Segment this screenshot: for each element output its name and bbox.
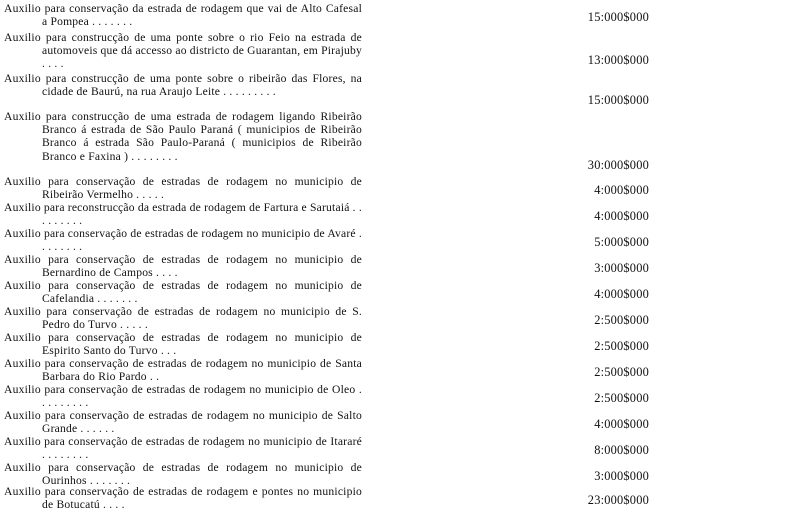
- entry-description: Auxilio para conservação de estradas de rodagem no municipio de Ribeirão Vermelho . . . . .: [4, 175, 362, 202]
- entry-description: Auxilio para construcção de uma estrada de rodagem ligando Ribeirão Branco á estrada de São Paulo Paraná ( municipios de Ribeirão Branco á estrada São Paulo-Paraná ( municipios de Ribeirão Branco e Faxina ) . . . . . . . .: [4, 110, 362, 163]
- entry-amount: 30:000$000: [587, 158, 649, 172]
- entry-description: Auxilio para conservação de estradas de rodagem no municipio de Espirito Santo do Turvo . . .: [4, 331, 362, 358]
- entry-amount: 2:500$000: [594, 313, 649, 327]
- entry-amount: 4:000$000: [594, 209, 649, 223]
- entry-amount: 2:500$000: [594, 391, 649, 405]
- entry-amount: 4:000$000: [594, 183, 649, 197]
- entry-description: Auxilio para construcção de uma ponte sobre o ribeirão das Flores, na cidade de Baurú, na rua Araujo Leite . . . . . . . . .: [4, 72, 362, 99]
- entry-description: Auxilio para conservação de estradas de rodagem no municipio de Salto Grande . . . . . .: [4, 409, 362, 436]
- entry-description: Auxilio para conservação de estradas de rodagem no municipio de Cafelandia . . . . . . .: [4, 279, 362, 306]
- entry-amount: 8:000$000: [594, 443, 649, 457]
- entry-amount: 5:000$000: [594, 235, 649, 249]
- entry-description: Auxilio para reconstrucção da estrada de rodagem de Fartura e Sarutaiá . . . . . . . . .: [4, 201, 362, 228]
- entry-amount: 23:000$000: [587, 493, 649, 507]
- entry-description: Auxilio para conservação de estradas de rodagem no municipio de S. Pedro do Turvo . . . . .: [4, 305, 362, 332]
- entry-description: Auxilio para conservação de estradas de rodagem no municipio de Ourinhos . . . . . . .: [4, 461, 362, 488]
- entry-description: Auxilio para conservação de estradas de rodagem no municipio de Bernardino de Campos . . . .: [4, 253, 362, 280]
- entry-description: Auxilio para conservação de estradas de rodagem no municipio de Itararé . . . . . . . .: [4, 435, 362, 462]
- entry-description: Auxilio para conservação de estradas de rodagem no municipio de Avaré . . . . . . . .: [4, 227, 362, 254]
- entry-amount: 15:000$000: [587, 93, 649, 107]
- entry-description: Auxilio para construcção de uma ponte sobre o rio Feio na estrada de automoveis que dá accesso ao districto de Guarantan, em Pirajuby . . . .: [4, 31, 362, 71]
- entry-amount: 4:000$000: [594, 417, 649, 431]
- entry-description: Auxilio para conservação da estrada de rodagem que vai de Alto Cafesal a Pompea . . . . . . .: [4, 2, 362, 29]
- entry-amount: 4:000$000: [594, 287, 649, 301]
- entry-amount: 13:000$000: [587, 53, 649, 67]
- entry-description: Auxilio para conservação de estradas de rodagem no municipio de Oleo . . . . . . . . .: [4, 383, 362, 410]
- entry-amount: 3:000$000: [594, 261, 649, 275]
- entry-amount: 15:000$000: [587, 10, 649, 24]
- entry-amount: 2:500$000: [594, 339, 649, 353]
- entry-description: Auxilio para conservação de estradas de rodagem no municipio de Santa Barbara do Rio Pardo . .: [4, 357, 362, 384]
- entry-amount: 3:000$000: [594, 469, 649, 483]
- entry-description: Auxilio para conservação de estradas de rodagem e pontes no municipio de Botucatú . . . .: [4, 485, 362, 511]
- entry-amount: 2:500$000: [594, 365, 649, 379]
